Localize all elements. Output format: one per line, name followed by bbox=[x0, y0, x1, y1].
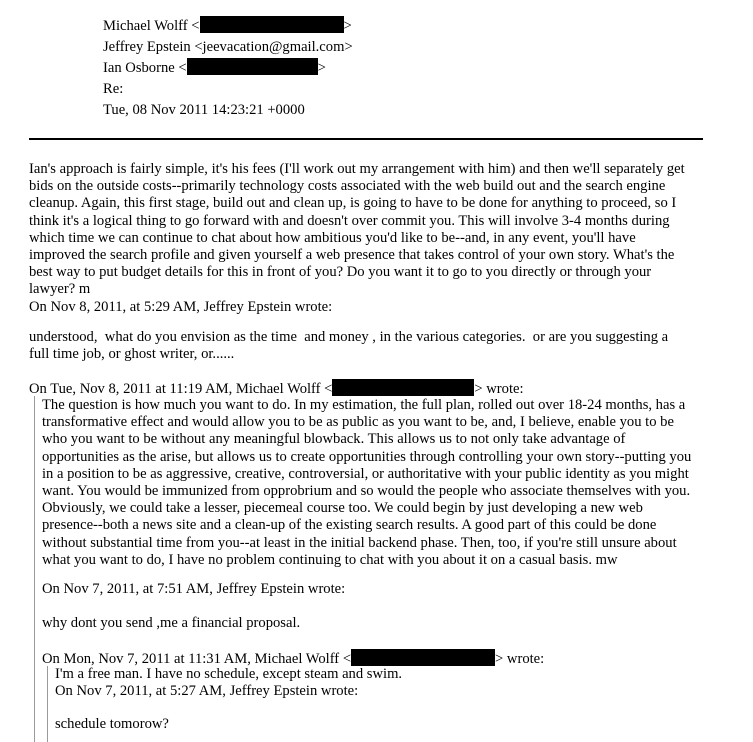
body-line: think it's a logical thing to go forward with and doesn't over commit you. This will involve 3-4 months during bbox=[29, 212, 670, 229]
epstein-reply-2: why dont you send ,me a financial proposal. bbox=[42, 615, 301, 631]
quote-bar bbox=[34, 396, 41, 742]
wolff-intro-1 bbox=[29, 379, 719, 398]
from-name: Michael Wolff < bbox=[103, 18, 200, 34]
to-value: Jeffrey Epstein <jeevacation@gmail.com> bbox=[103, 39, 353, 55]
cc-end: > bbox=[317, 60, 326, 76]
from-end: > bbox=[343, 18, 352, 34]
quote-line: want. You would be immunized from opprobrium and so would the people who associate themselves with you. bbox=[42, 483, 691, 500]
quote-line: Obviously, we could take a lesser, piecemeal course too. We could begin by just developing a new web bbox=[42, 500, 643, 517]
quote-line: in a position to be as aggressive, creative, controversial, or authoritative with your public identity as you might bbox=[42, 465, 689, 482]
quote-line: The question is how much you want to do. In my estimation, the full plan, rolled out over 18-24 months, has a bbox=[42, 397, 686, 413]
intro-prefix: On Tue, Nov 8, 2011 at 11:19 AM, Michael Wolff < bbox=[29, 381, 333, 397]
quote-line: without substantial time from you--at least in the initial backend phase. Then, too, if you're still unsure about bbox=[42, 534, 677, 551]
quote-intro: On Nov 8, 2011, at 5:29 AM, Jeffrey Epstein wrote: bbox=[29, 298, 333, 315]
body-line: best way to put budget details for this in front of you? Do you want it to go to you directly or through your bbox=[29, 264, 652, 281]
subject-value: Re: bbox=[103, 81, 124, 97]
from-value bbox=[103, 16, 352, 36]
quote-line: presence--both a news site and a clean-up of the existing search results. A good part of this could be done bbox=[42, 517, 657, 534]
reply-line: understood, what do you envision as the time and money , in the various categories. or are you suggesting a bbox=[29, 329, 669, 345]
body-line: lawyer? m bbox=[29, 281, 91, 298]
body-line: improved the search profile and given yourself a web presence that takes control of your own story. What's the bbox=[29, 247, 675, 264]
quote-line: I'm a free man. I have no schedule, except steam and swim. bbox=[55, 666, 403, 682]
redaction-bar bbox=[351, 649, 495, 666]
redaction-bar bbox=[187, 58, 318, 75]
body-line: bids on the outside costs--primarily technology costs associated with the web build out and the search engine bbox=[29, 178, 666, 195]
date-value: Tue, 08 Nov 2011 14:23:21 +0000 bbox=[103, 102, 305, 118]
wolff-quote-2 bbox=[55, 666, 745, 700]
message-body bbox=[29, 161, 719, 316]
epstein-reply-1 bbox=[29, 329, 719, 363]
quote-line: opportunities as the arise, but allows us to create opportunities through controlling your own story--putting you bbox=[42, 448, 692, 465]
intro-suffix: > wrote: bbox=[495, 651, 545, 667]
body-line: cleanup. Again, this first stage, build out and clean up, is going to have to be done for anything to proceed, so I bbox=[29, 195, 677, 212]
reply-line: full time job, or ghost writer, or...... bbox=[29, 346, 235, 363]
body-line: Ian's approach is fairly simple, it's his fees (I'll work out my arrangement with him) and then we'll separately get bbox=[29, 161, 685, 177]
nested-quote-bar bbox=[47, 666, 54, 742]
quote-line: what you want to do, I have no problem continuing to chat with you about it on a casual basis. mw bbox=[42, 551, 618, 568]
quote-line: who you want to be without any meaningful blowback. This allows us to not only take advantage of bbox=[42, 431, 626, 448]
body-line: which time we can continue to chat about how ambitious you'd like to be--and, in any event, you'll have bbox=[29, 229, 636, 246]
quote-intro: On Nov 7, 2011, at 5:27 AM, Jeffrey Epstein wrote: bbox=[55, 683, 359, 700]
redaction-bar bbox=[332, 379, 474, 396]
intro-prefix: On Mon, Nov 7, 2011 at 11:31 AM, Michael Wolff < bbox=[42, 651, 352, 667]
cc-name: Ian Osborne < bbox=[103, 60, 187, 76]
header-divider bbox=[29, 138, 703, 140]
final-reply: schedule tomorow? bbox=[55, 716, 169, 732]
intro-suffix: > wrote: bbox=[474, 381, 524, 397]
quote-line: transformative effect and would allow you to be as public as you want to be, and, I believe, enable you to be bbox=[42, 414, 674, 431]
wolff-quote-1 bbox=[42, 397, 732, 569]
cc-value bbox=[103, 58, 326, 78]
epstein-intro-2: On Nov 7, 2011, at 7:51 AM, Jeffrey Epstein wrote: bbox=[42, 581, 346, 597]
redaction-bar bbox=[200, 16, 344, 33]
